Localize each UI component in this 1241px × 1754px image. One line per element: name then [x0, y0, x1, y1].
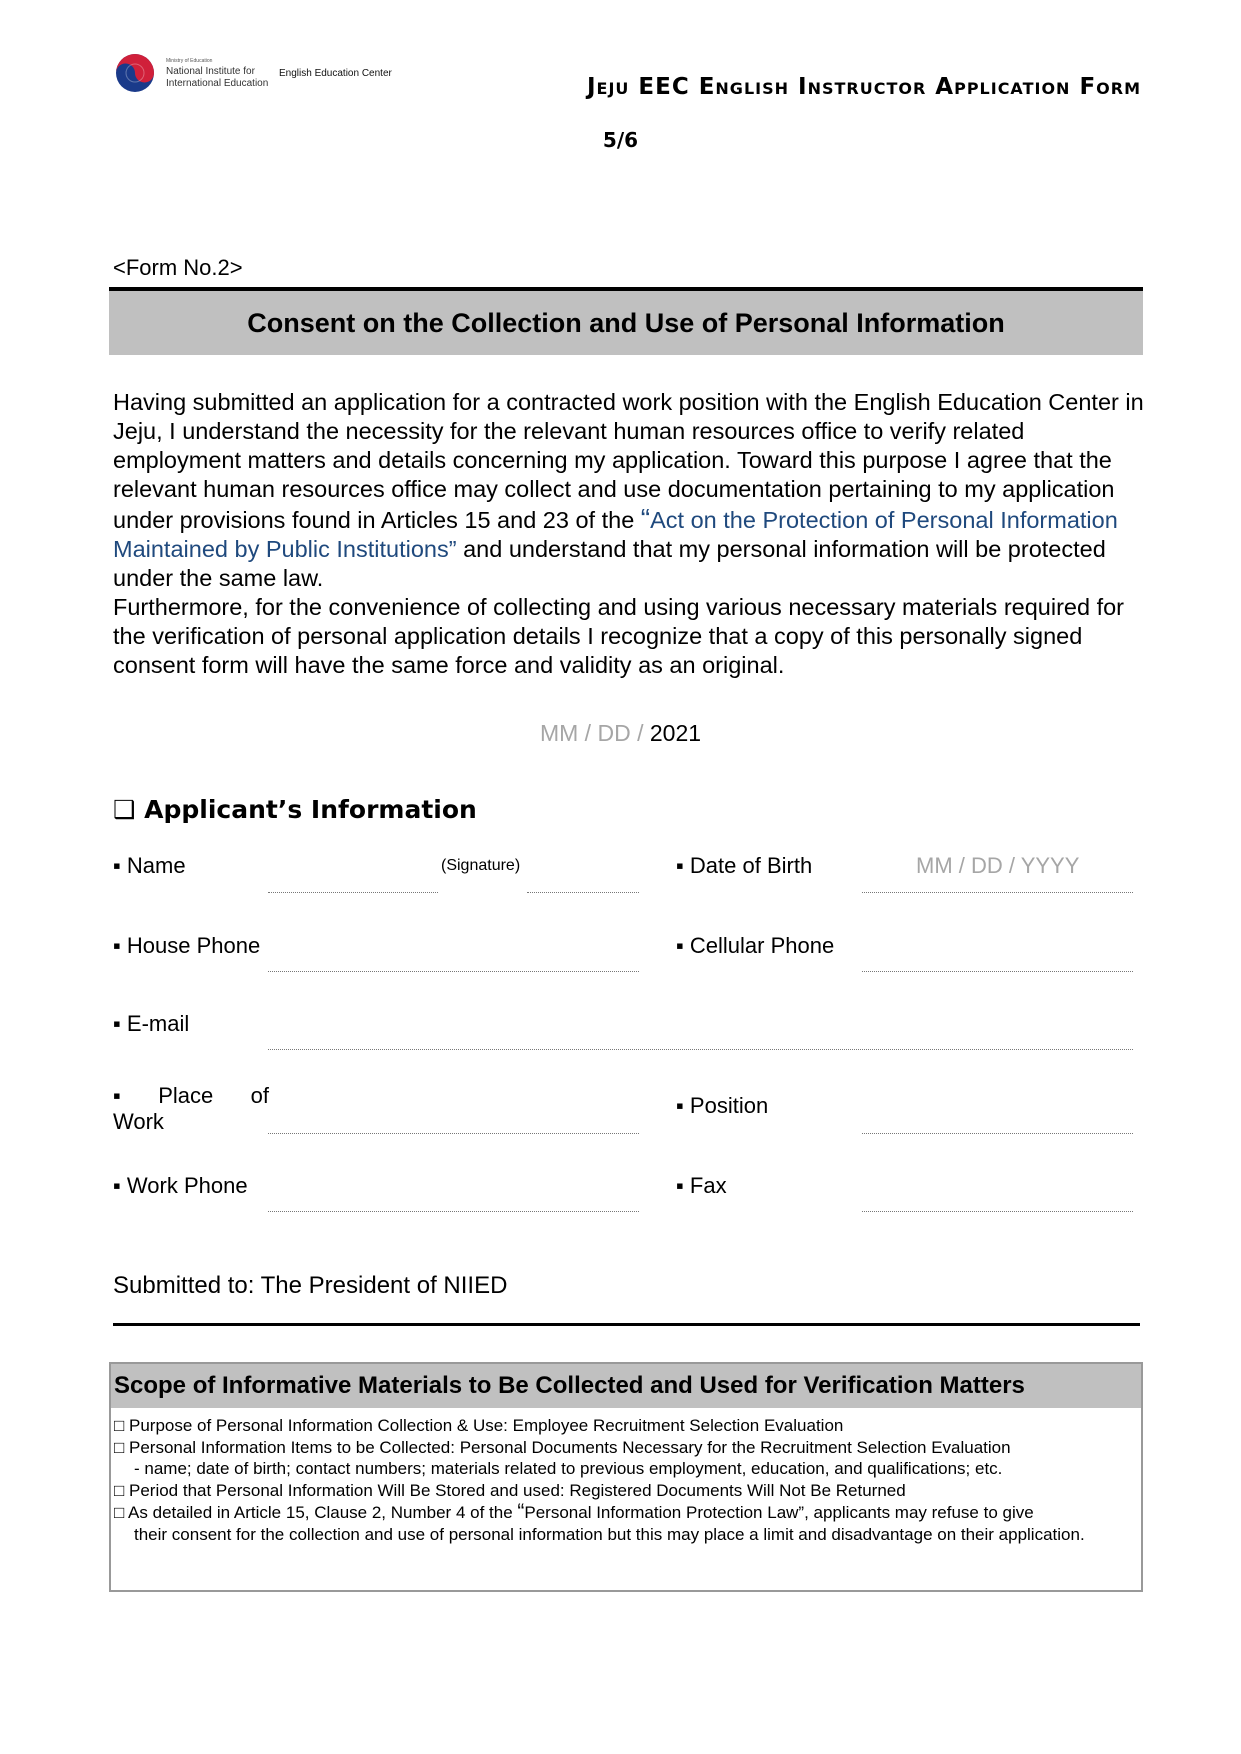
page-number: 5/6 [602, 128, 639, 152]
scope-title: Scope of Informative Materials to Be Collected and Used for Verification Matters [111, 1364, 1141, 1408]
place-of-work-field[interactable] [268, 1133, 639, 1134]
fax-field[interactable] [862, 1211, 1133, 1212]
logo-institute-text: National Institute for International Education [166, 66, 269, 89]
scope-item-continuation: their consent for the collection and use of personal information but this may place a limit and disadvantage on their application. [134, 1524, 1085, 1544]
consent-paragraph-2: Furthermore, for the convenience of collecting and using various necessary materials required for the verification of personal application details I recognize that a copy of this personally signed consent form will have the same force and validity as an original. [113, 594, 1125, 678]
cell-phone-label: ▪ Cellular Phone [676, 933, 835, 958]
dob-field[interactable] [862, 892, 1133, 893]
consent-paragraph-1: Having submitted an application for a contracted work position with the English Education Center in Jeju, I understand the necessity for the relevant human resources office to verify related employment matters and details concerning my application. Toward this purpose I agree that the relevant human resources office may collect and use documentation pertaining to my application under provisions found in Articles 15 and 23 of the “Act on the Protection of Personal Information Maintained by Public Institutions” and understand that my personal information will be protected under the same law. [113, 389, 1144, 591]
form-title: Jeju EEC English Instructor Application Form [586, 74, 1141, 100]
email-label: ▪ E-mail [113, 1011, 190, 1036]
email-field[interactable] [268, 1049, 1133, 1050]
fax-label: ▪ Fax [676, 1173, 727, 1198]
house-phone-label: ▪ House Phone [113, 933, 261, 958]
form-number: <Form No.2> [113, 255, 243, 280]
dob-placeholder: MM / DD / YYYY [916, 853, 1080, 878]
consent-date[interactable] [0, 720, 1241, 747]
niied-logo [114, 52, 414, 98]
scope-box [109, 1362, 1143, 1592]
signature-label: (Signature) [441, 857, 521, 874]
consent-body [113, 388, 1145, 680]
house-phone-field[interactable] [268, 971, 639, 972]
position-label: ▪ Position [676, 1093, 769, 1118]
dob-label: ▪ Date of Birth [676, 853, 813, 878]
date-year: 2021 [649, 720, 702, 746]
name-label: ▪ Name [113, 853, 186, 878]
consent-title: Consent on the Collection and Use of Personal Information [109, 287, 1143, 355]
scope-item: □ Personal Information Items to be Collected: Personal Documents Necessary for the Recruitment Selection Evaluation [114, 1437, 1011, 1457]
date-placeholder: MM / DD / [539, 720, 650, 746]
applicant-section-title: ❑ Applicant’s Information [113, 795, 477, 824]
signature-field[interactable] [527, 892, 639, 893]
act-name: Act on the Protection of Personal Information Maintained by Public Institutions” [113, 507, 1118, 562]
work-phone-label: ▪ Work Phone [113, 1173, 248, 1198]
logo-ministry-text: Ministry of Education [166, 58, 213, 64]
scope-item: □ Period that Personal Information Will Be Stored and used: Registered Documents Will Not Be Returned [114, 1480, 906, 1500]
name-field[interactable] [268, 892, 438, 893]
scope-item: □ As detailed in Article 15, Clause 2, Number 4 of the “Personal Information Protection Law”, applicants may refuse to give [114, 1500, 1034, 1523]
position-field[interactable] [862, 1133, 1133, 1134]
cell-phone-field[interactable] [862, 971, 1133, 972]
scope-subitem: - name; date of birth; contact numbers; materials related to previous employment, education, and qualifications; etc. [134, 1459, 1003, 1478]
scope-list [111, 1408, 1141, 1545]
scope-item: □ Purpose of Personal Information Collection & Use: Employee Recruitment Selection Evaluation [114, 1416, 844, 1435]
logo-center-text: English Education Center [279, 68, 392, 79]
submitted-to: Submitted to: The President of NIIED [113, 1272, 508, 1299]
divider [113, 1323, 1140, 1326]
taegeuk-logo-icon [114, 52, 156, 94]
work-phone-field[interactable] [268, 1211, 639, 1212]
place-of-work-label: ▪ Place of Work [113, 1083, 269, 1134]
